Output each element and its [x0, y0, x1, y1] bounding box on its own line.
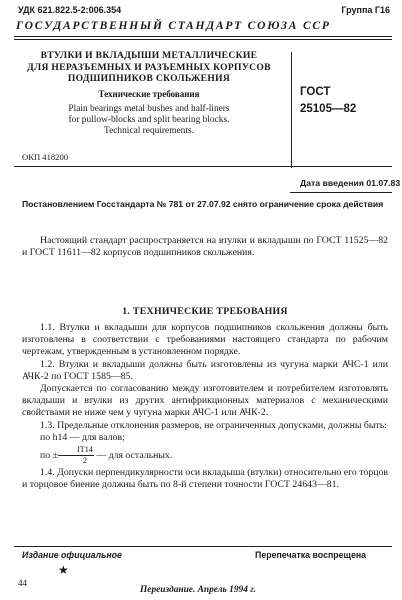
udk-code: УДК 621.822.5-2:006.354	[18, 5, 122, 15]
top-rule	[14, 36, 392, 37]
title-line-1: ВТУЛКИ И ВКЛАДЫШИ МЕТАЛЛИЧЕСКИЕ	[40, 50, 258, 61]
official-edition: Издание официальное	[22, 550, 122, 560]
gost-label: ГОСТ	[300, 86, 331, 98]
clause-1-3-others	[22, 445, 388, 466]
intro-date-rule	[290, 192, 392, 193]
clause-1-4: 1.4. Допуски перпендикулярности оси вкладыша (втулки) относительно его торцов и торцовое биение должны быть по 8-й степени точности ГОСТ 24643—81.	[22, 467, 388, 491]
decree-text: Постановлением Госстандарта № 781 от 27.07.92 снято ограничение срока действия	[22, 199, 384, 209]
state-standard-heading: ГОСУДАРСТВЕННЫЙ СТАНДАРТ СОЮЗА ССР	[16, 20, 331, 32]
clause-1-2: 1.2. Втулки и вкладыши должны быть изготовлены из чугуна марки АЧС-1 или АЧК-2 по ГОСТ 1585—85.	[22, 358, 388, 382]
page-number: 44	[18, 578, 27, 588]
clause-1-2-note: Допускается по согласованию между изготовителем и потребителем изготовлять вкладыши и втулки из других антифрикционных материалов с механическими свойствами не ниже чем у чугуна марки АЧС-1 или АЧК-2.	[22, 383, 388, 419]
scope-paragraph	[22, 235, 388, 259]
title-subtitle: Технические требования	[98, 88, 200, 99]
clause-1-3: 1.3. Предельные отклонения размеров, не ограниченных допусками, должны быть:	[40, 419, 387, 431]
english-title-line-1: Plain bearings metal bushes and half-liners	[68, 103, 230, 114]
section-heading: 1. ТЕХНИЧЕСКИЕ ТРЕБОВАНИЯ	[122, 306, 288, 317]
title-line-2: ДЛЯ НЕРАЗЪЕМНЫХ И РАЗЪЕМНЫХ КОРПУСОВ	[27, 61, 271, 73]
fraction-numerator: IT14	[58, 445, 94, 456]
title-line-3: ПОДШИПНИКОВ СКОЛЬЖЕНИЯ	[67, 73, 231, 84]
gost-number: 25105—82	[300, 103, 357, 115]
clause-1-3-shafts: по h14 — для валов;	[40, 431, 125, 443]
title-divider	[291, 52, 292, 168]
gost-block	[300, 84, 356, 118]
fraction-denominator: 2	[82, 456, 87, 466]
footer-rule	[14, 546, 392, 547]
it14-fraction	[58, 445, 94, 466]
intro-date: Дата введения 01.07.83	[300, 178, 401, 188]
star-icon: ★	[58, 563, 69, 577]
reissue-note: Переиздание. Апрель 1994 г.	[140, 585, 256, 595]
english-title-line-3: Technical requirements.	[104, 125, 194, 136]
reprint-prohibited: Перепечатка воспрещена	[255, 550, 367, 560]
okp-code: ОКП 418200	[22, 152, 69, 162]
english-title-line-2: for pullow-blocks and split bearing blocks.	[68, 114, 230, 125]
others-text: — для остальных.	[96, 449, 173, 461]
plus-minus-text: по ±	[40, 449, 58, 461]
top-rule-double	[14, 39, 392, 40]
okp-rule	[14, 166, 392, 167]
english-title	[14, 104, 284, 137]
group-code: Группа Г16	[341, 5, 390, 15]
title-block	[14, 50, 284, 137]
scope-text: Настоящий стандарт распространяется на втулки и вкладыши по ГОСТ 11525—82 и ГОСТ 11611—82 корпусов подшипников скольжения.	[22, 235, 388, 259]
clauses-body	[22, 322, 388, 491]
clause-1-1: 1.1. Втулки и вкладыши для корпусов подшипников скольжения должны быть изготовлены в соответствии с требованиями настоящего стандарта по рабочим чертежам, утвержденным в установленном порядке.	[22, 322, 388, 358]
